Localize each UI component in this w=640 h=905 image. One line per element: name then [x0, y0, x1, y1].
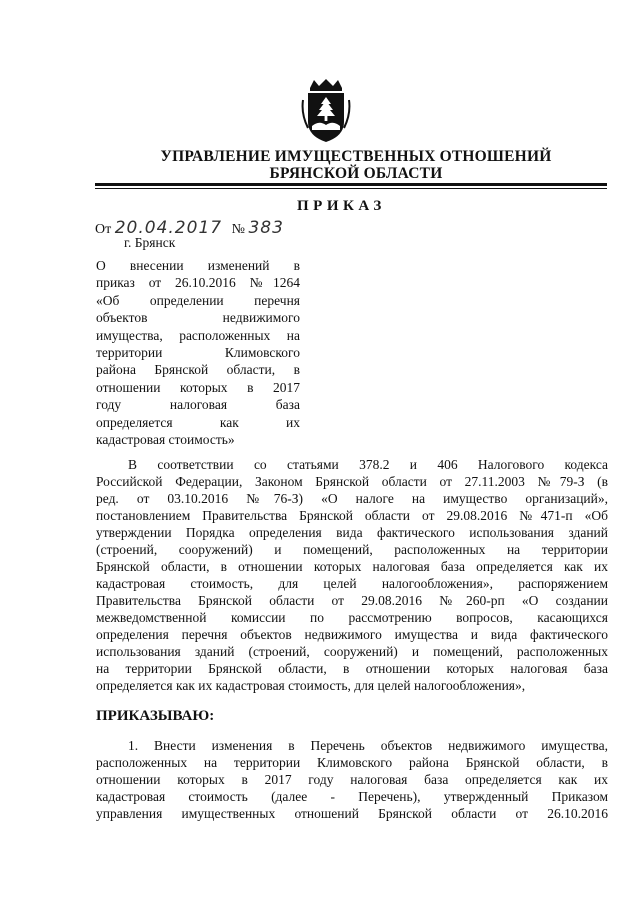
date-handwritten: 20.04.2017 [114, 218, 223, 238]
body-line: определения перечня объектов недвижимого имущества и вида фактического [96, 627, 608, 642]
body-line: ред. от 03.10.2016 №76-З) «О налоге на имущество организаций», [96, 491, 608, 506]
subject-block [96, 257, 300, 448]
body-line: определяется как их кадастровая стоимость, для целей налогообложения», [96, 678, 526, 693]
subject-line: отношении которых в 2017 [96, 379, 300, 395]
body-line: использования зданий (строений, сооружений) и помещений, расположенных [96, 644, 608, 659]
bryansk-coat-of-arms-icon [300, 78, 352, 144]
body-line: Правительства Брянской области от 29.08.2016 №260-рп «О создании [96, 593, 608, 608]
body-line: Брянской области, в отношении которых налоговая база определяется как их [96, 559, 608, 574]
number-label: № [231, 222, 245, 237]
subject-line: объектов недвижимого [96, 310, 300, 326]
order-word: ПРИКАЗЫВАЮ: [96, 708, 215, 724]
body-line: постановлением Правительства Брянской области от 29.08.2016 №471-п «Об [96, 508, 608, 523]
body-line: на территории Брянской области, в отношении которых налоговая база [96, 661, 608, 676]
body-line: управления имущественных отношений Брянской области от 26.10.2016 [96, 806, 608, 821]
subject-line: «Об определении перечня [96, 292, 300, 308]
date-prefix: От [95, 222, 112, 237]
body-line: кадастровая стоимость (далее - Перечень), утвержденный Приказом [96, 789, 608, 804]
body-line: межведомственной комиссии по рассмотрению вопросов, касающихся [96, 610, 608, 625]
org-title-line1: УПРАВЛЕНИЕ ИМУЩЕСТВЕННЫХ ОТНОШЕНИЙ [160, 148, 552, 165]
paragraph-preamble [96, 456, 608, 694]
header-rule-thick [95, 183, 607, 186]
subject-line: района Брянской области, в [96, 362, 300, 378]
city: г. Брянск [124, 235, 176, 250]
body-line: кадастровая стоимость, для целей налогообложения», распоряжением [96, 576, 608, 591]
body-line: 1. Внести изменения в Перечень объектов недвижимого имущества, [128, 738, 608, 753]
subject-line: имущества, расположенных на [96, 327, 300, 343]
body-line: (строений, сооружений) и помещений, расположенных на территории [96, 542, 608, 557]
number-handwritten: 383 [248, 218, 284, 238]
body-line: расположенных на территории Климовского района Брянской области, в [96, 755, 608, 770]
subject-line: территории Климовского [96, 345, 300, 361]
document-type: ПРИКАЗ [297, 198, 386, 214]
subject-line: определяется как их [96, 414, 300, 430]
body-line: утверждении Порядка определения вида фактического использования зданий [96, 525, 608, 540]
body-line: Российской Федерации, Законом Брянской области от 27.11.2003 №79-З (в [96, 474, 608, 489]
subject-line: О внесении изменений в [96, 258, 300, 273]
subject-line: году налоговая база [96, 397, 300, 413]
header-rule-thin [95, 188, 607, 189]
subject-line: кадастровая стоимость» [96, 432, 235, 448]
subject-line: приказ от 26.10.2016 №1264 [96, 275, 300, 291]
body-line: В соответствии со статьями 378.2 и 406 Налогового кодекса [128, 457, 608, 472]
body-line: отношении которых в 2017 году налоговая база определяется как их [96, 772, 608, 787]
paragraph-item-1 [96, 737, 608, 822]
org-title-line2: БРЯНСКОЙ ОБЛАСТИ [269, 165, 443, 182]
